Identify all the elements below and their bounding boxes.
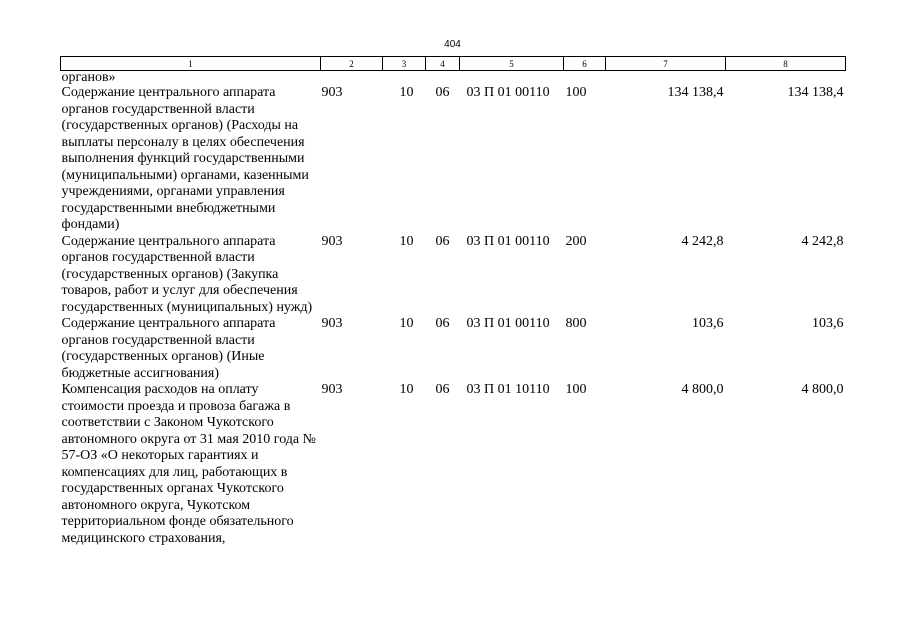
target-article-code: 03 П 01 00110 bbox=[466, 233, 550, 249]
chief-administrator-code: 903 bbox=[321, 233, 343, 249]
amount-col-8: 4 242,8 bbox=[801, 233, 844, 249]
header-col-2: 2 bbox=[321, 57, 383, 71]
chief-administrator-code: 903 bbox=[321, 316, 343, 331]
table-row bbox=[61, 85, 846, 234]
expense-name: Содержание центрального аппарата органов государственной власти (государственных органов) (Закупка товаров, работ и услуг для обеспечения государственных (муниципальных) нужд) bbox=[61, 233, 313, 315]
chief-administrator-code: 903 bbox=[321, 85, 343, 100]
expense-name: Содержание центрального аппарата органов государственной власти (государственных органов) (Иные бюджетные ассигнования) bbox=[61, 316, 276, 381]
expense-type-code: 800 bbox=[565, 316, 587, 331]
expense-name: Компенсация расходов на оплату стоимости проезда и провоза багажа в соответствии с Законом Чукотского автономного округа от 31 мая 2010 года № 57-ОЗ «О некоторых гарантиях и компенсациях для лиц, работающих в государственных органах Чукотского автономного округа, Чукотском территориальном фонде обязательного медицинского страхования, bbox=[61, 382, 316, 546]
target-article-code: 03 П 01 00110 bbox=[466, 85, 550, 100]
chief-administrator-code bbox=[321, 71, 383, 86]
amount-col-8: 103,6 bbox=[812, 316, 844, 331]
amount-col-7: 134 138,4 bbox=[667, 85, 724, 100]
section-code: 10 bbox=[399, 85, 414, 100]
amount-col-8 bbox=[726, 71, 846, 86]
chief-administrator-code: 903 bbox=[321, 382, 343, 397]
expense-type-code: 200 bbox=[565, 233, 587, 249]
amount-col-7: 4 242,8 bbox=[681, 233, 724, 249]
subsection-code: 06 bbox=[435, 233, 450, 249]
section-code: 10 bbox=[399, 382, 414, 397]
subsection-code: 06 bbox=[435, 382, 450, 397]
expense-name: Содержание центрального аппарата органов государственной власти (государственных органов) (Расходы на выплаты персоналу в целях обеспечения выполнения функций государственными (муниципальными) органами, казенными учреждениями, органами управления государственными внебюджетными фондами) bbox=[61, 85, 309, 232]
section-code: 10 bbox=[399, 316, 414, 331]
subsection-code: 06 bbox=[435, 316, 450, 331]
expense-type-code bbox=[564, 71, 606, 86]
header-col-4: 4 bbox=[426, 57, 460, 71]
column-number-header bbox=[61, 57, 846, 71]
target-article-code bbox=[460, 71, 564, 86]
header-col-8: 8 bbox=[726, 57, 846, 71]
page-number: 404 bbox=[444, 39, 461, 50]
section-code bbox=[383, 71, 426, 86]
budget-table bbox=[60, 56, 846, 547]
header-col-1: 1 bbox=[61, 57, 321, 71]
target-article-code: 03 П 01 10110 bbox=[466, 382, 550, 397]
table-row bbox=[61, 234, 846, 317]
expense-name: органов» bbox=[61, 70, 116, 85]
header-col-3: 3 bbox=[383, 57, 426, 71]
amount-col-7: 4 800,0 bbox=[681, 382, 724, 397]
table-row bbox=[61, 71, 846, 86]
subsection-code: 06 bbox=[435, 85, 450, 100]
amount-col-7: 103,6 bbox=[692, 316, 724, 331]
table-row bbox=[61, 316, 846, 382]
header-col-6: 6 bbox=[564, 57, 606, 71]
subsection-code bbox=[426, 71, 460, 86]
amount-col-7 bbox=[606, 71, 726, 86]
target-article-code: 03 П 01 00110 bbox=[466, 316, 550, 331]
amount-col-8: 134 138,4 bbox=[787, 85, 844, 100]
section-code: 10 bbox=[399, 233, 414, 249]
header-col-5: 5 bbox=[460, 57, 564, 71]
expense-type-code: 100 bbox=[565, 85, 587, 100]
amount-col-8: 4 800,0 bbox=[801, 382, 844, 397]
header-col-7: 7 bbox=[606, 57, 726, 71]
table-row bbox=[61, 382, 846, 547]
expense-type-code: 100 bbox=[565, 382, 587, 397]
